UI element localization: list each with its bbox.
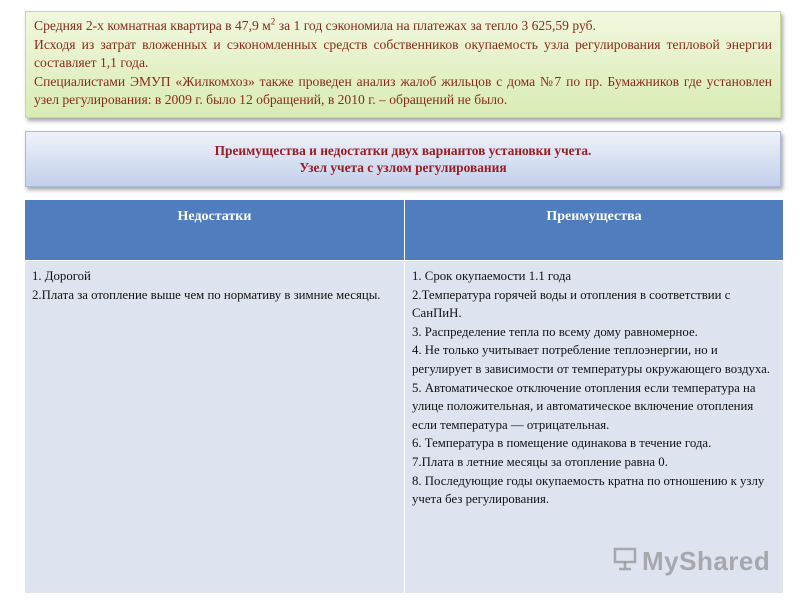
column-header-advantages: Преимущества xyxy=(404,200,783,260)
list-item: 2.Температура горячей воды и отопления в соответствии с СанПиН. xyxy=(412,287,731,321)
list-item: 6. Температура в помещение одинакова в течение года. xyxy=(412,436,712,451)
summary-panel xyxy=(25,11,781,118)
watermark-text: MyShared xyxy=(642,545,771,576)
summary-line-1-text: Средняя 2-х комнатная квартира в 47,9 м xyxy=(34,18,271,33)
superscript-2: 2 xyxy=(270,16,276,27)
list-item: 1. Срок окупаемости 1.1 года xyxy=(412,269,572,283)
summary-line-3: Специалистами ЭМУП «Жилкомхоз» также проведен анализ жалоб жильцов с дома №7 по пр. Бумажников где установлен узел регулирования: в 2009 г. было 12 обращений, в 2010 г. – обращений не было. xyxy=(34,73,772,107)
summary-line-1 xyxy=(34,17,772,36)
list-item: 8. Последующие годы окупаемость кратна по отношению к узлу учета без регулирования. xyxy=(412,473,765,507)
list-item: 1. Дорогой xyxy=(32,269,91,283)
presentation-board-icon xyxy=(612,545,638,578)
column-header-disadvantages: Недостатки xyxy=(25,200,404,260)
summary-line-2: Исходя из затрат вложенных и сэкономленных средств собственников окупаемость узла регулирования тепловой энергии составляет 1,1 года. xyxy=(34,36,772,70)
list-item: 3. Распределение тепла по всему дому равномерное. xyxy=(412,324,698,339)
section-title: Преимущества и недостатки двух вариантов установки учета. xyxy=(214,143,592,158)
summary-line-1-tail: за 1 год сэкономила на платежах за тепло 3 625,59 руб. xyxy=(275,18,596,33)
comparison-table xyxy=(24,199,782,592)
list-item: 4. Не только учитывает потребление теплоэнергии, но и регулирует в зависимости от температуры окружающего воздуха. xyxy=(412,343,770,376)
list-item: 2.Плата за отопление выше чем по нормативу в зимние месяцы. xyxy=(32,287,381,302)
list-item: 7.Плата в летние месяцы за отопление равна 0. xyxy=(412,454,668,469)
list-item: 5. Автоматическое отключение отопления если температура на улице положительная, и автоматическое включение отопления если температура — отрицательная. xyxy=(412,380,756,432)
section-title-panel xyxy=(25,131,781,187)
watermark xyxy=(612,544,772,578)
section-subtitle: Узел учета с узлом регулирования xyxy=(299,160,507,175)
disadvantages-cell xyxy=(25,260,404,593)
